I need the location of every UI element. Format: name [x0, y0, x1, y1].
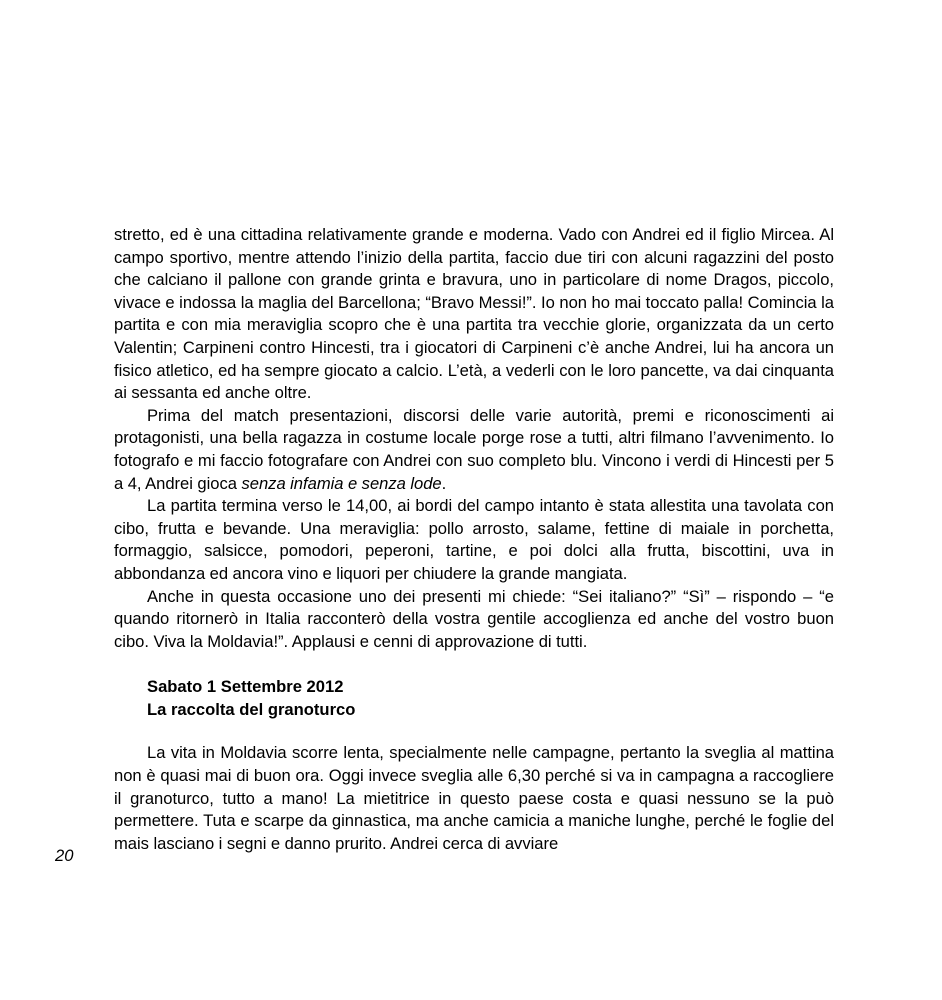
paragraph-moldavia-vita: La vita in Moldavia scorre lenta, specialmente nelle campagne, pertanto la sveglia al mattina non è quasi mai di buon ora. Oggi invece sveglia alle 6,30 perché si va in campagna a raccogliere il granoturco, tutto a mano! La mietitrice in questo paese costa e quasi nessuno se la può permettere. Tuta e scarpe da ginnastica, ma anche camicia a maniche lunghe, perché le foglie del mais lasciano i segni e danno prurito. Andrei cerca di avviare	[114, 743, 834, 853]
paragraph-prematch-trailing-text: .	[441, 473, 447, 493]
section-heading	[114, 653, 834, 742]
paragraph-continuation: stretto, ed è una cittadina relativamente grande e moderna. Vado con Andrei ed il figlio Mircea. Al campo sportivo, mentre attendo l’inizio della partita, faccio due tiri con alcuni ragazzini del posto che calciano il pallone con grande grinta e bravura, uno in particolare di nome Dragos, piccolo, vivace e indossa la maglia del Barcellona; “Bravo Messi!”. Io non ho mai toccato palla! Comincia la partita e con mia meraviglia scopro che è una partita tra vecchie glorie, organizzata da un certo Valentin; Carpineni contro Hincesti, tra i giocatori di Carpineni c’è anche Andrei, lui ha ancora un fisico atletico, ed ha sempre giocato a calcio. L’età, a vederli con le loro pancette, va dai cinquanta ai sessanta ed anche oltre.	[114, 225, 834, 403]
section-heading-date: Sabato 1 Settembre 2012	[147, 677, 344, 697]
paragraph-prematch	[114, 405, 834, 495]
paragraph-banquet: La partita termina verso le 14,00, ai bordi del campo intanto è stata allestita una tavolata con cibo, frutta e bevande. Una meraviglia: pollo arrosto, salame, fettine di maiale in porchetta, formaggio, salsicce, pomodori, peperoni, tartine, e poi dolci alla frutta, biscottini, uva in abbondanza ed ancora vino e liquori per chiudere la grande mangiata.	[114, 496, 834, 583]
paragraph-italiano-dialogue: Anche in questa occasione uno dei presenti mi chiede: “Sei italiano?” “Sì” – rispondo – “e quando ritornerò in Italia racconterò della vostra gentile accoglienza ed anche del vostro buon cibo. Viva la Moldavia!”. Applausi e cenni di approvazione di tutti.	[114, 586, 834, 651]
section-heading-title: La raccolta del granoturco	[147, 699, 356, 719]
page-number: 20	[55, 846, 74, 865]
italic-phrase-senza-infamia: senza infamia e senza lode	[241, 473, 442, 493]
body-text-column	[114, 224, 834, 855]
paragraph-prematch-lead-text: Prima del match presentazioni, discorsi delle varie autorità, premi e riconoscimenti ai protagonisti, una bella ragazza in costume locale porge rose a tutti, altri filmano l’avvenimento. Io fotografo e mi faccio fotografare con Andrei con suo completo blu. Vincono i verdi di Hincesti per 5 a 4, Andrei gioca	[114, 405, 834, 493]
